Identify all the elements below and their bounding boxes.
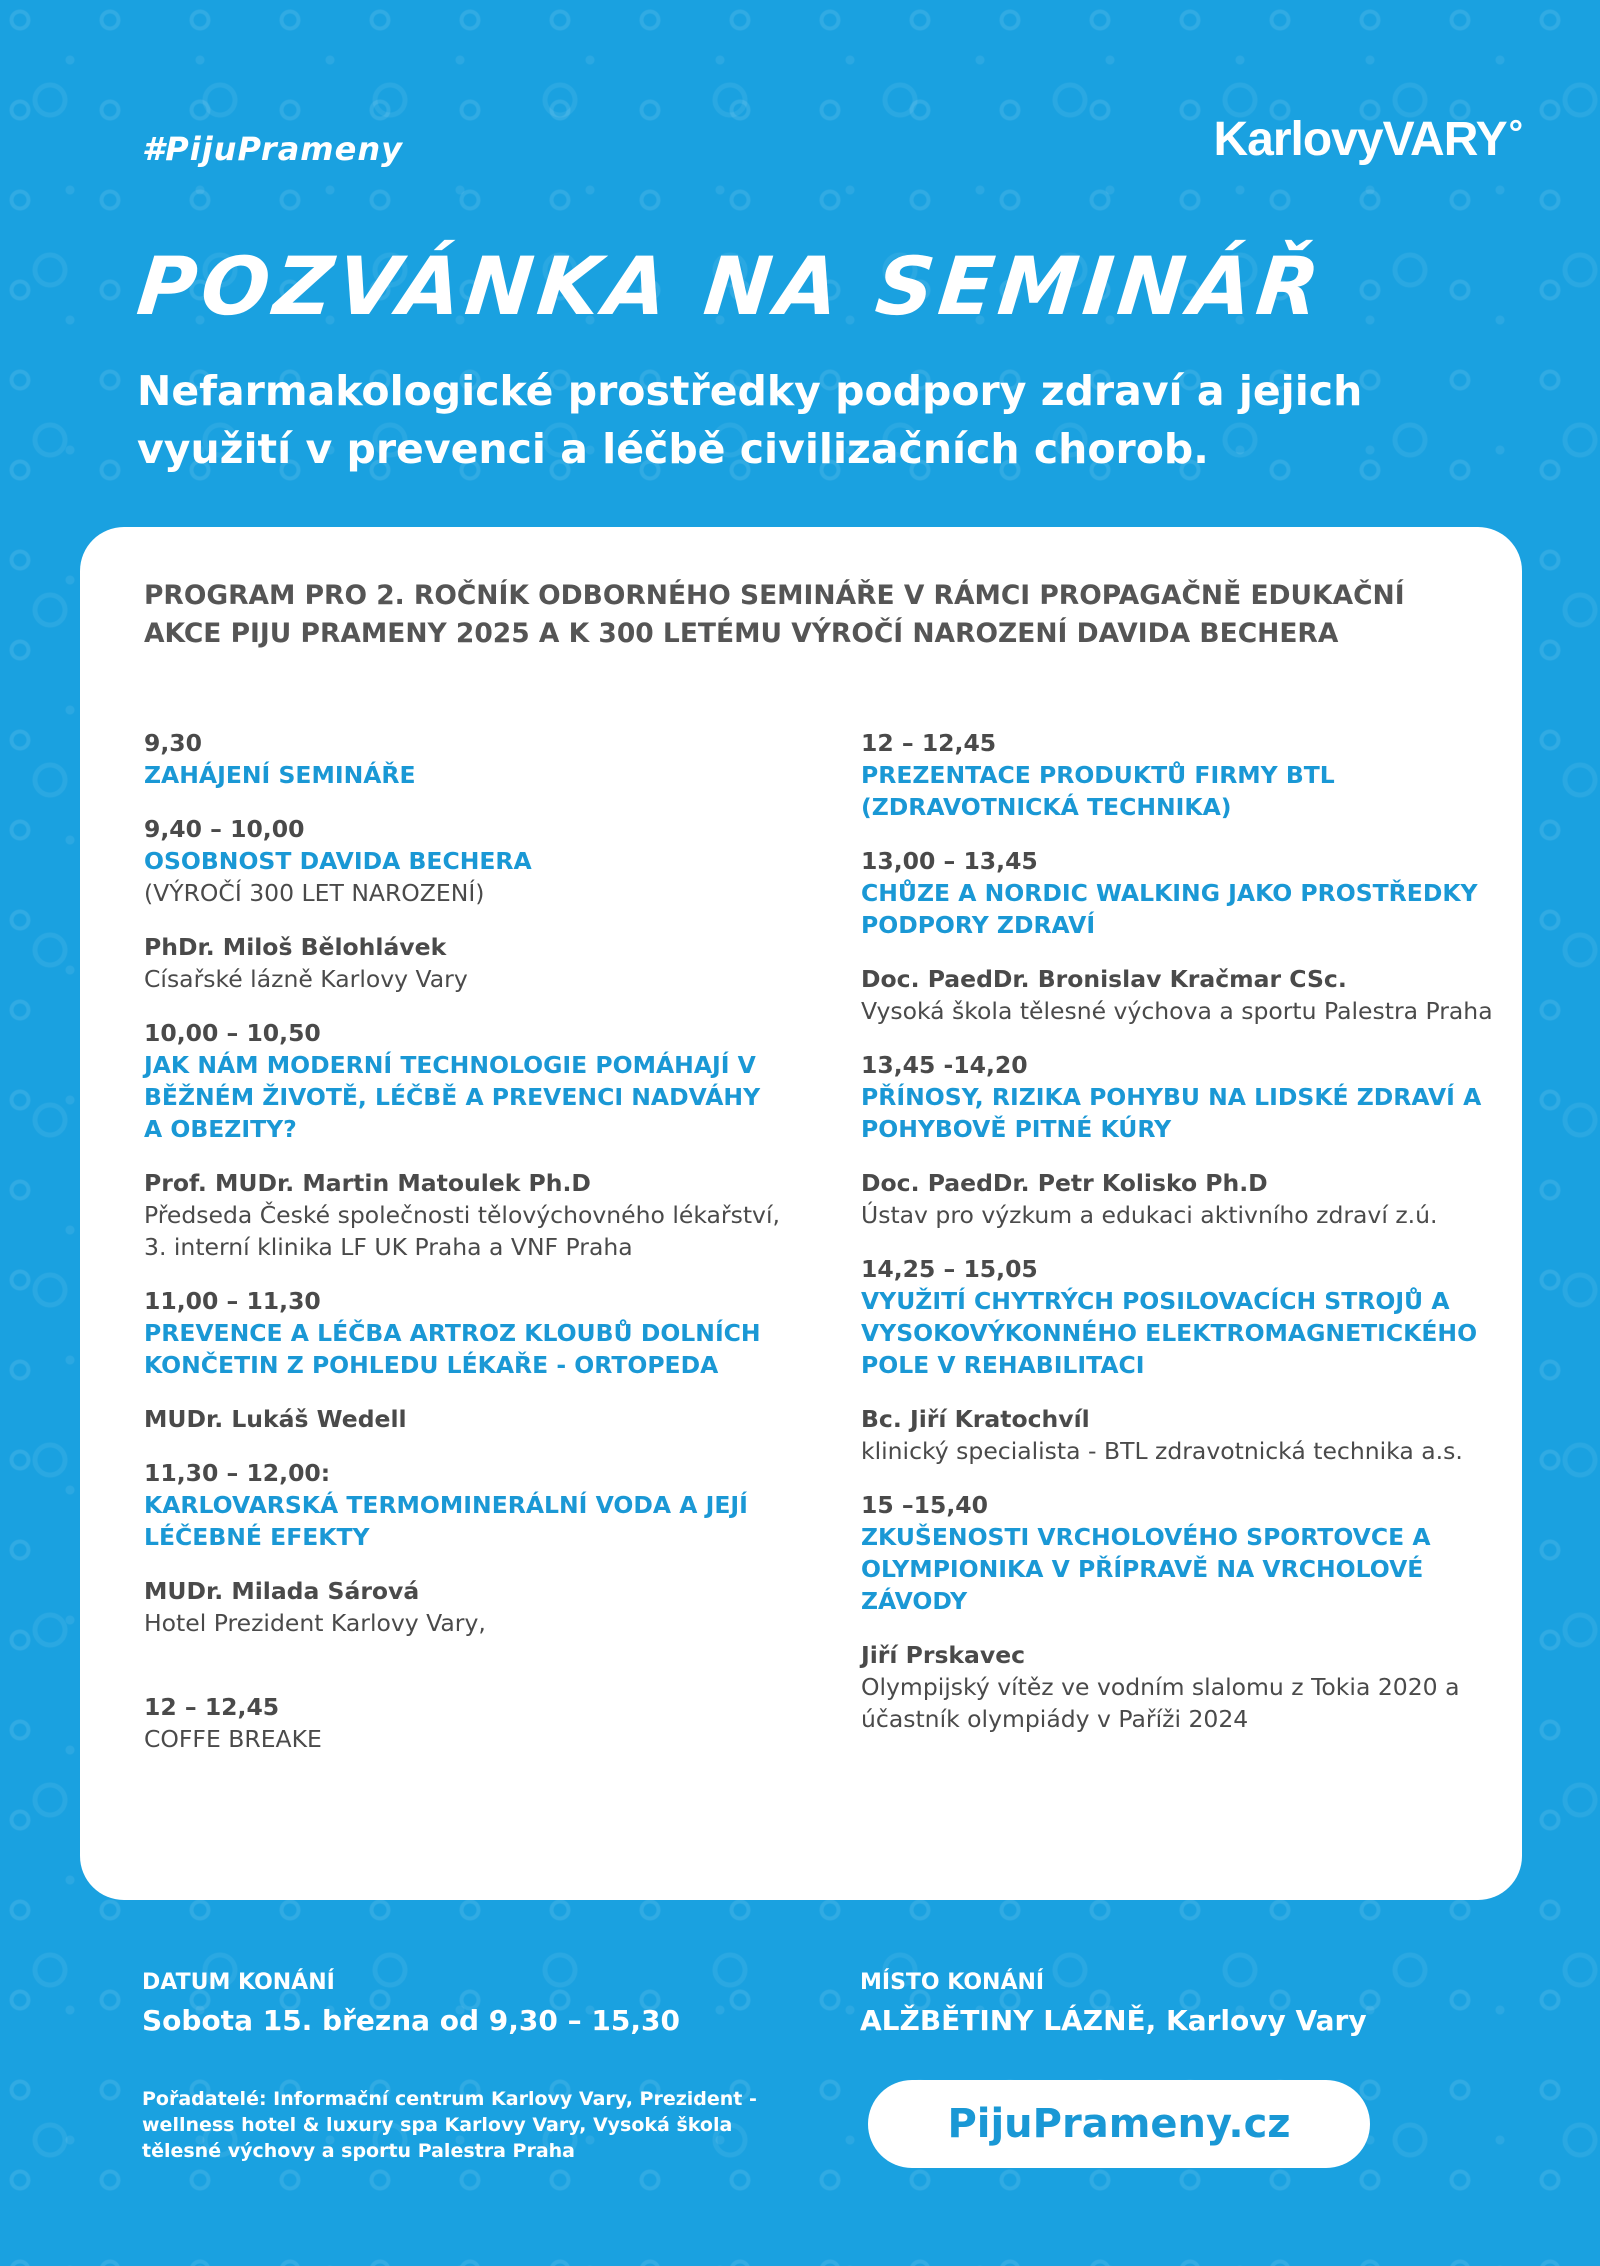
logo-text: KarlovyVARY [1213,113,1507,166]
speaker-affiliation: Ústav pro výzkum a edukaci aktivního zdraví z.ú. [861,1201,1438,1229]
speaker-name: Doc. PaedDr. Petr Kolisko Ph.D [861,1169,1268,1197]
item-talk-title: CHŮZE A NORDIC WALKING JAKO PROSTŘEDKY PODPORY ZDRAVÍ [861,879,1478,939]
page-title: POZVÁNKA NA SEMINÁŘ [133,240,1329,333]
program-column-right [861,727,1501,1757]
date-label: DATUM KONÁNÍ [142,1970,335,1995]
item-time: 9,30 [144,729,202,757]
item-note: COFFE BREAKE [144,1725,322,1753]
spacer [144,1661,784,1691]
speaker-affiliation: Olympijský vítěz ve vodním slalomu z Tokia 2020 a účastník olympiády v Paříži 2024 [861,1673,1460,1733]
item-time: 11,00 – 11,30 [144,1287,321,1315]
speaker-name: Prof. MUDr. Martin Matoulek Ph.D [144,1169,591,1197]
speaker-name: Jiří Prskavec [861,1641,1026,1669]
speaker-name: Doc. PaedDr. Bronislav Kračmar CSc. [861,965,1347,993]
program-item [144,1457,784,1553]
program-item [861,845,1501,941]
program-item [144,1691,784,1755]
program-item [861,1049,1501,1145]
program-item [144,727,784,791]
item-talk-title: PREVENCE A LÉČBA ARTROZ KLOUBŮ DOLNÍCH KONČETIN Z POHLEDU LÉKAŘE - ORTOPEDA [144,1319,761,1379]
speaker-name: MUDr. Milada Sárová [144,1577,420,1605]
speaker-affiliation: Hotel Prezident Karlovy Vary, [144,1609,486,1637]
item-talk-title: ZKUŠENOSTI VRCHOLOVÉHO SPORTOVCE A OLYMPIONIKA V PŘÍPRAVĚ NA VRCHOLOVÉ ZÁVODY [861,1523,1431,1615]
item-time: 11,30 – 12,00: [144,1459,331,1487]
item-talk-title: PŘÍNOSY, RIZIKA POHYBU NA LIDSKÉ ZDRAVÍ A POHYBOVĚ PITNÉ KÚRY [861,1083,1482,1143]
item-time: 12 – 12,45 [144,1693,280,1721]
item-talk-title: OSOBNOST DAVIDA BECHERA [144,847,532,875]
item-talk-title: ZAHÁJENÍ SEMINÁŘE [144,761,416,789]
item-talk-title: PREZENTACE PRODUKTŮ FIRMY BTL (ZDRAVOTNICKÁ TECHNIKA) [861,761,1335,821]
date-value: Sobota 15. března od 9,30 – 15,30 [142,2004,680,2037]
item-time: 12 – 12,45 [861,729,997,757]
item-time: 9,40 – 10,00 [144,815,305,843]
karlovy-vary-logo [1213,112,1522,167]
speaker-name: PhDr. Miloš Bělohlávek [144,933,447,961]
speaker-affiliation: Císařské lázně Karlovy Vary [144,965,468,993]
place-value: ALŽBĚTINY LÁZNĚ, Karlovy Vary [860,2004,1367,2037]
program-column-left [144,727,784,1777]
logo-degree-mark: ° [1508,112,1522,153]
item-time: 14,25 – 15,05 [861,1255,1038,1283]
program-speaker [861,1167,1501,1231]
speaker-name: MUDr. Lukáš Wedell [144,1405,407,1433]
speaker-name: Bc. Jiří Kratochvíl [861,1405,1090,1433]
speaker-affiliation: Předseda České společnosti tělovýchovného lékařství, 3. interní klinika LF UK Praha a VNF Praha [144,1201,780,1261]
program-item [861,727,1501,823]
program-item [144,1017,784,1145]
item-talk-title: VYUŽITÍ CHYTRÝCH POSILOVACÍCH STROJŮ A VYSOKOVÝKONNÉHO ELEKTROMAGNETICKÉHO POLE V REHABILITACI [861,1287,1478,1379]
organizers-text: Pořadatelé: Informační centrum Karlovy Vary, Prezident - wellness hotel & luxury spa Karlovy Vary, Vysoká škola tělesné výchovy a sportu Palestra Praha [142,2088,757,2162]
item-note: (VÝROČÍ 300 LET NAROZENÍ) [144,879,485,907]
program-item [861,1489,1501,1617]
program-speaker [144,1575,784,1639]
program-speaker [861,1639,1501,1735]
program-speaker [861,1403,1501,1467]
place-label: MÍSTO KONÁNÍ [860,1970,1045,1995]
item-time: 10,00 – 10,50 [144,1019,321,1047]
program-heading: PROGRAM PRO 2. ROČNÍK ODBORNÉHO SEMINÁŘE V RÁMCI PROPAGAČNĚ EDUKAČNÍ AKCE PIJU PRAMENY 2025 A K 300 LETÉMU VÝROČÍ NAROZENÍ DAVIDA BECHERA [144,580,1405,649]
program-item [144,813,784,909]
item-time: 15 –15,40 [861,1491,988,1519]
item-time: 13,00 – 13,45 [861,847,1038,875]
website-link-button[interactable]: PijuPrameny.cz [868,2080,1370,2168]
program-speaker [144,1167,784,1263]
program-item [144,1285,784,1381]
program-card [80,527,1522,1900]
speaker-affiliation: klinický specialista - BTL zdravotnická technika a.s. [861,1437,1463,1465]
item-talk-title: KARLOVARSKÁ TERMOMINERÁLNÍ VODA A JEJÍ LÉČEBNÉ EFEKTY [144,1491,748,1551]
program-speaker [144,931,784,995]
program-item [861,1253,1501,1381]
speaker-affiliation: Vysoká škola tělesné výchova a sportu Palestra Praha [861,997,1493,1025]
item-time: 13,45 -14,20 [861,1051,1028,1079]
item-talk-title: JAK NÁM MODERNÍ TECHNOLOGIE POMÁHAJÍ V BĚŽNÉM ŽIVOTĚ, LÉČBĚ A PREVENCI NADVÁHY A OBEZITY? [144,1051,761,1143]
program-speaker [144,1403,784,1435]
program-speaker [861,963,1501,1027]
page-subtitle: Nefarmakologické prostředky podpory zdraví a jejich využití v prevenci a léčbě civilizačních chorob. [137,367,1363,473]
hashtag: #PijuPrameny [142,130,403,168]
